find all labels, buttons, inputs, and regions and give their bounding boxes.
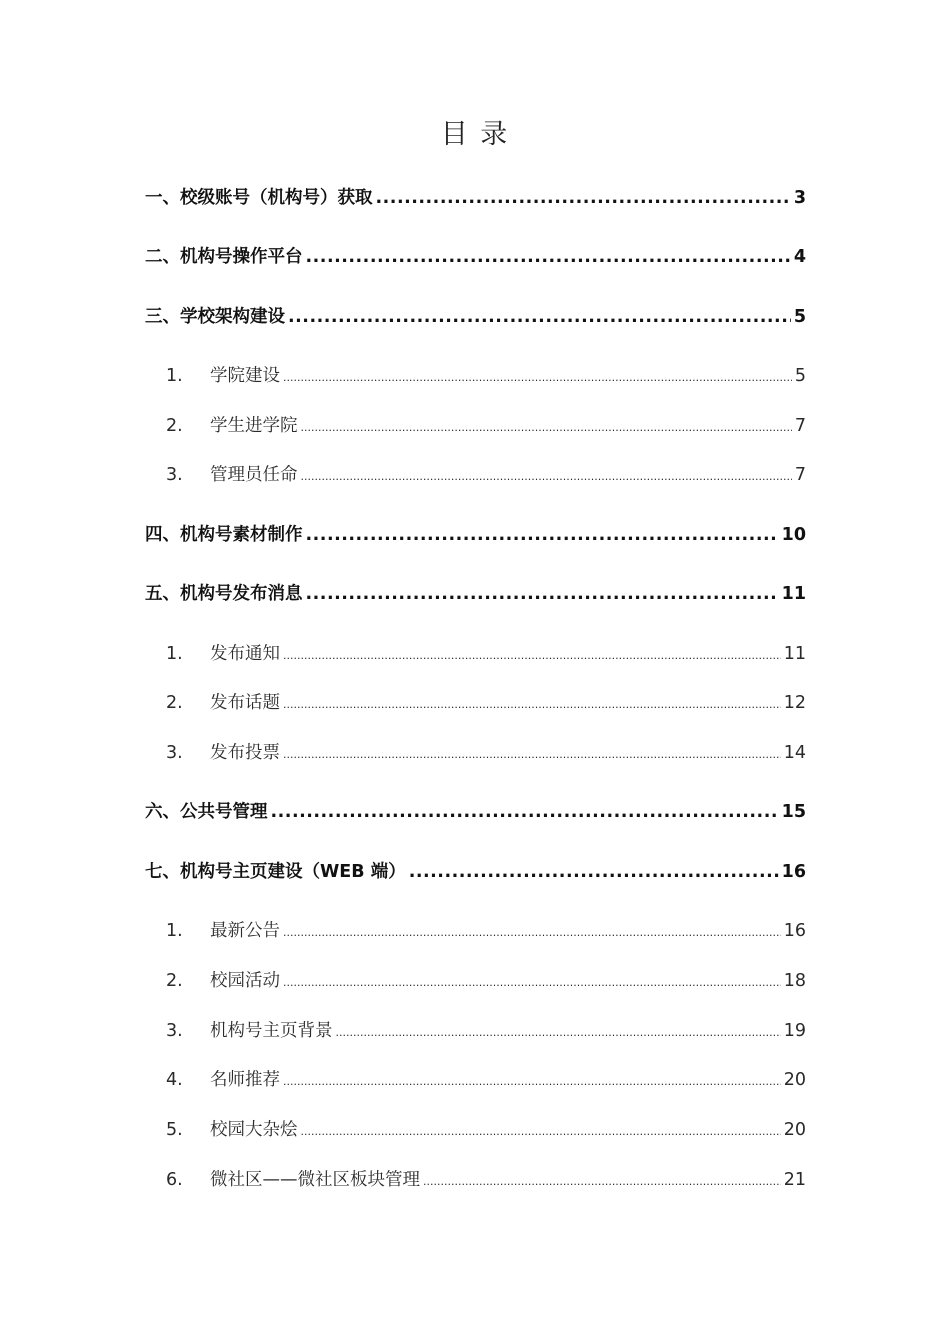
dot-leader bbox=[423, 1170, 781, 1190]
toc-entry-title: 学院建设 bbox=[210, 366, 280, 386]
toc-page-number: 15 bbox=[781, 802, 806, 822]
toc-entry-section[interactable] bbox=[166, 739, 806, 764]
toc-entry-title: 管理员任命 bbox=[210, 465, 298, 485]
dot-leader bbox=[301, 465, 792, 485]
toc-entry-number: 4. bbox=[166, 1070, 183, 1090]
toc-entry-number: 5. bbox=[166, 1120, 183, 1140]
toc-page-number: 5 bbox=[793, 307, 806, 327]
toc-entry-title: 校园大杂烩 bbox=[210, 1120, 298, 1140]
dot-leader bbox=[376, 188, 791, 208]
toc-entry-chapter[interactable] bbox=[145, 303, 806, 328]
toc-entry-title: 二、机构号操作平台 bbox=[145, 247, 303, 267]
toc-page-number: 19 bbox=[783, 1021, 806, 1041]
toc-entry-title: 发布投票 bbox=[210, 743, 280, 763]
toc-entry-section[interactable] bbox=[166, 640, 806, 665]
toc-entry-section[interactable] bbox=[166, 1017, 806, 1042]
toc-page-number: 4 bbox=[793, 247, 806, 267]
toc-entry-title: 六、公共号管理 bbox=[145, 802, 268, 822]
dot-leader bbox=[336, 1021, 781, 1041]
toc-entry-chapter[interactable] bbox=[145, 858, 806, 883]
toc-page-number: 21 bbox=[783, 1170, 806, 1190]
toc-entry-number: 3. bbox=[166, 743, 183, 763]
toc-entry-section[interactable] bbox=[166, 1116, 806, 1141]
toc-entry-section[interactable] bbox=[166, 917, 806, 942]
dot-leader bbox=[283, 366, 792, 386]
toc-entry-section[interactable] bbox=[166, 689, 806, 714]
toc-entry-title: 校园活动 bbox=[210, 971, 280, 991]
toc-entry-section[interactable] bbox=[166, 461, 806, 486]
toc-entry-number: 2. bbox=[166, 416, 183, 436]
dot-leader bbox=[283, 693, 781, 713]
toc-entry-number: 2. bbox=[166, 693, 183, 713]
toc-page-number: 16 bbox=[781, 862, 806, 882]
toc-entry-section[interactable] bbox=[166, 1066, 806, 1091]
dot-leader bbox=[306, 525, 779, 545]
dot-leader bbox=[409, 862, 779, 882]
toc-entry-title: 发布通知 bbox=[210, 644, 280, 664]
dot-leader bbox=[283, 743, 781, 763]
toc-page-number: 11 bbox=[783, 644, 806, 664]
dot-leader bbox=[283, 1070, 781, 1090]
toc-entry-title: 最新公告 bbox=[210, 921, 280, 941]
toc-title: 目 录 bbox=[440, 119, 510, 150]
toc-entry-title: 名师推荐 bbox=[210, 1070, 280, 1090]
toc-page-number: 5 bbox=[794, 366, 806, 386]
toc-page-number: 7 bbox=[794, 465, 806, 485]
toc-entry-chapter[interactable] bbox=[145, 580, 806, 605]
toc-entry-title: 机构号主页背景 bbox=[210, 1021, 333, 1041]
toc-entry-chapter[interactable] bbox=[145, 184, 806, 209]
dot-leader bbox=[301, 416, 792, 436]
toc-entry-section[interactable] bbox=[166, 412, 806, 437]
toc-entry-section[interactable] bbox=[166, 362, 806, 387]
toc-entry-chapter[interactable] bbox=[145, 243, 806, 268]
toc-entry-title: 四、机构号素材制作 bbox=[145, 525, 303, 545]
toc-page-number: 3 bbox=[793, 188, 806, 208]
toc-entry-title: 三、学校架构建设 bbox=[145, 307, 285, 327]
dot-leader bbox=[283, 971, 781, 991]
toc-entry-number: 3. bbox=[166, 465, 183, 485]
dot-leader bbox=[283, 644, 781, 664]
toc-entry-number: 1. bbox=[166, 921, 183, 941]
toc-entry-title: 微社区——微社区板块管理 bbox=[210, 1170, 420, 1190]
toc-entry-section[interactable] bbox=[166, 1166, 806, 1191]
toc-entry-chapter[interactable] bbox=[145, 521, 806, 546]
toc-page-number: 10 bbox=[781, 525, 806, 545]
toc-page-number: 16 bbox=[783, 921, 806, 941]
toc-entry-title: 七、机构号主页建设（WEB 端） bbox=[145, 862, 406, 882]
toc-entry-number: 2. bbox=[166, 971, 183, 991]
toc-page-number: 11 bbox=[781, 584, 806, 604]
dot-leader bbox=[271, 802, 779, 822]
dot-leader bbox=[288, 307, 791, 327]
toc-page-number: 18 bbox=[783, 971, 806, 991]
dot-leader bbox=[306, 584, 779, 604]
toc-page-number: 12 bbox=[783, 693, 806, 713]
dot-leader bbox=[283, 921, 781, 941]
toc-entry-number: 1. bbox=[166, 644, 183, 664]
toc-entry-number: 3. bbox=[166, 1021, 183, 1041]
dot-leader bbox=[301, 1120, 781, 1140]
dot-leader bbox=[306, 247, 791, 267]
toc-entry-title: 一、校级账号（机构号）获取 bbox=[145, 188, 373, 208]
toc-page-number: 14 bbox=[783, 743, 806, 763]
toc-entry-section[interactable] bbox=[166, 967, 806, 992]
toc-entry-number: 6. bbox=[166, 1170, 183, 1190]
toc-entry-title: 五、机构号发布消息 bbox=[145, 584, 303, 604]
toc-page-number: 20 bbox=[783, 1120, 806, 1140]
toc-page-number: 20 bbox=[783, 1070, 806, 1090]
toc-entry-title: 发布话题 bbox=[210, 693, 280, 713]
toc-page-number: 7 bbox=[794, 416, 806, 436]
toc-entry-chapter[interactable] bbox=[145, 798, 806, 823]
toc-entry-title: 学生进学院 bbox=[210, 416, 298, 436]
toc-entry-number: 1. bbox=[166, 366, 183, 386]
